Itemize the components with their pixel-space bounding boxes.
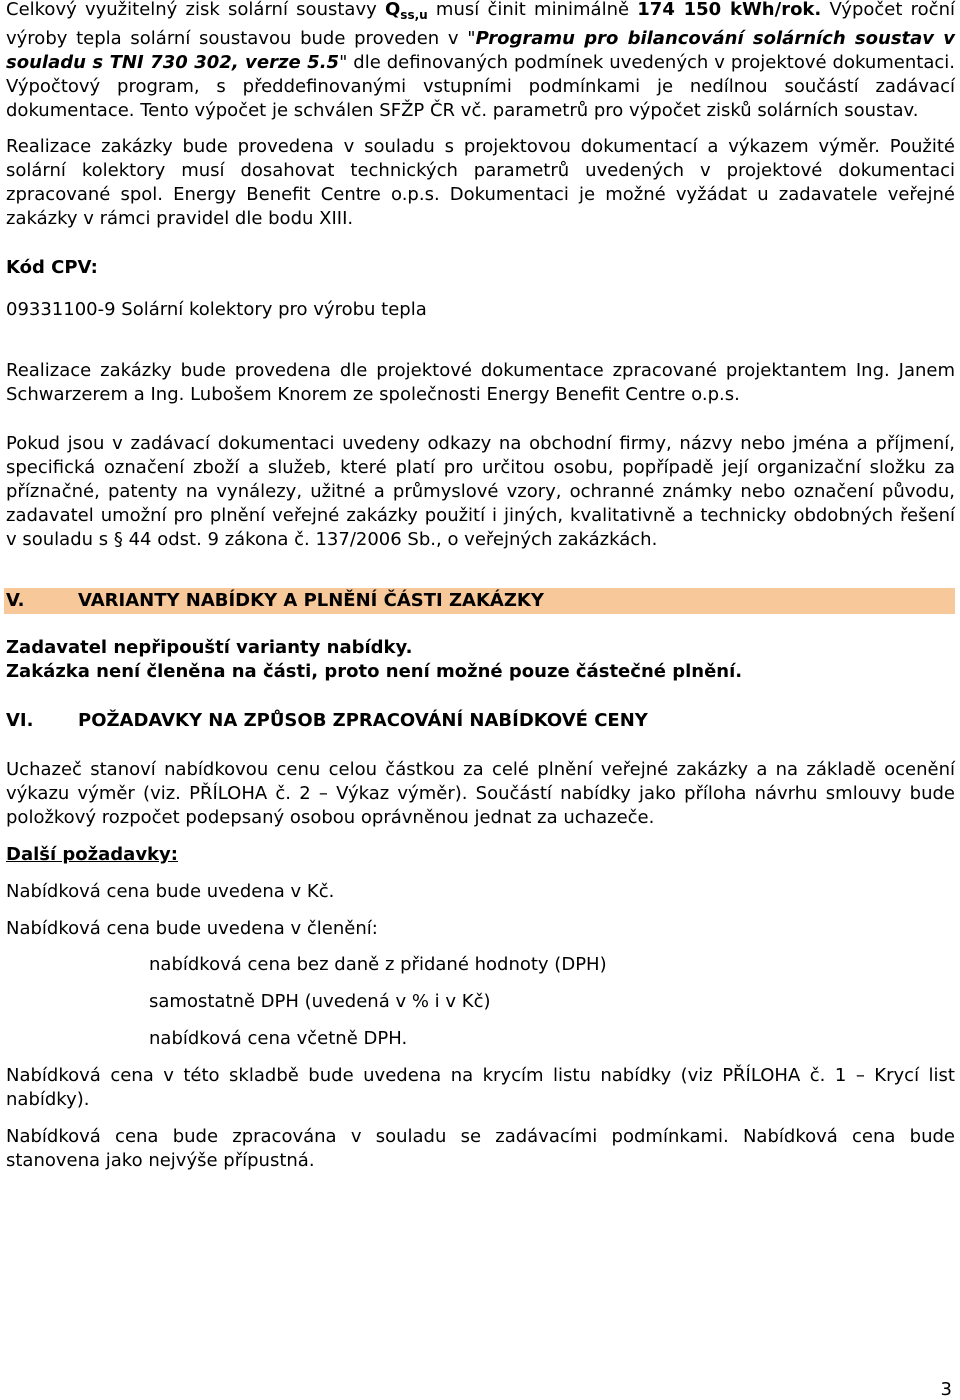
text-run: " dle definovaných podmínek uvedených v projektové dokumentaci. Výpočtový program, s předdefinovanými vstupními podmínkami je nedílnou součástí zadávací dokumentace. Tento výpočet je schválen SFŽP ČR vč. parametrů pro výpočet zisků solárních soustav. [6,52,955,121]
list-item: nabídková cena včetně DPH. [149,1028,408,1049]
document-page [6,0,955,1173]
intro-paragraph-1 [6,0,955,123]
conditions-text: Nabídková cena bude zpracována v souladu se zadávacími podmínkami. Nabídková cena bude stanovena jako nejvýše přípustná. [6,1126,955,1171]
no-parts-text: Zakázka není členěna na části, proto není možné pouze částečné plnění. [6,661,743,682]
text-run: Celkový využitelný zisk solární soustavy [6,0,385,20]
section-vi-heading [4,708,955,734]
list-item: nabídková cena bez daně z přidané hodnoty (DPH) [149,954,607,975]
page-number: 3 [940,1379,952,1400]
q-subscript: ss,u [400,8,428,22]
list-item: samostatně DPH (uvedená v % i v Kč) [149,991,491,1012]
odkazy-paragraph: Pokud jsou v zadávací dokumentaci uvedeny odkazy na obchodní firmy, názvy nebo jména a příjmení, specifická označení zboží a služeb, které platí pro určitou osobu, popřípadě její organizační složku za příznačné, patenty na vynálezy, užitné a průmyslové vzory, ochranné známky nebo označení původu, zadavatel umožní pro plnění veřejné zakázky použití i jiných, kvalitativně a technicky obdobných řešení v souladu s § 44 odst. 9 zákona č. 137/2006 Sb., o veřejných zakázkách. [6,433,955,550]
price-structure-list [6,953,955,1051]
text-run: musí činit minimálně [427,0,638,20]
section-v-number: V. [6,590,25,611]
realizace-paragraph: Realizace zakázky bude provedena dle projektové dokumentace zpracované projektantem Ing. Janem Schwarzerem a Ing. Lubošem Knorem ze společnosti Energy Benefit Centre o.p.s. [6,360,955,405]
price-structure-text: Nabídková cena bude uvedena v členění: [6,918,378,939]
section-v-heading [4,588,955,614]
no-variants-text: Zadavatel nepřipouští varianty nabídky. [6,637,413,658]
cpv-code: 09331100-9 Solární kolektory pro výrobu tepla [6,299,427,320]
cpv-label: Kód CPV: [6,257,98,278]
q-symbol: Q [384,0,401,20]
section-vi-number: VI. [6,710,34,731]
program-name: Programu pro bilancování solárních soustav v souladu s TNI 730 302, verze 5.5 [6,28,956,73]
price-currency-text: Nabídková cena bude uvedena v Kč. [6,881,335,902]
dalsi-pozadavky-label: Další požadavky: [6,844,178,865]
text-run: Výpočet roční výroby tepla solární soustavou bude proveden v " [6,0,955,49]
section-v-title: VARIANTY NABÍDKY A PLNĚNÍ ČÁSTI ZAKÁZKY [78,590,544,611]
min-yield-value: 174 150 kWh/rok. [637,0,822,20]
intro-paragraph-2: Realizace zakázky bude provedena v souladu s projektovou dokumentací a výkazem výměr. Použité solární kolektory musí dosahovat technických parametrů uvedených v projektové dokumentaci zpracované spol. Energy Benefit Centre o.p.s. Dokumentaci je možné vyžádat u zadavatele veřejné zakázky v rámci pravidel dle bodu XIII. [6,136,955,229]
price-paragraph: Uchazeč stanoví nabídkovou cenu celou částkou za celé plnění veřejné zakázky a na základě ocenění výkazu výměr (viz. PŘÍLOHA č. 2 – Výkaz výměr). Součástí nabídky jako příloha návrhu smlouvy bude položkový rozpočet podepsaný osobou oprávněnou jednat za uchazeče. [6,759,955,828]
cover-sheet-text: Nabídková cena v této skladbě bude uvedena na krycím listu nabídky (viz PŘÍLOHA č. 1 – Krycí list nabídky). [6,1065,955,1110]
section-vi-title: POŽADAVKY NA ZPŮSOB ZPRACOVÁNÍ NABÍDKOVÉ CENY [78,710,648,731]
